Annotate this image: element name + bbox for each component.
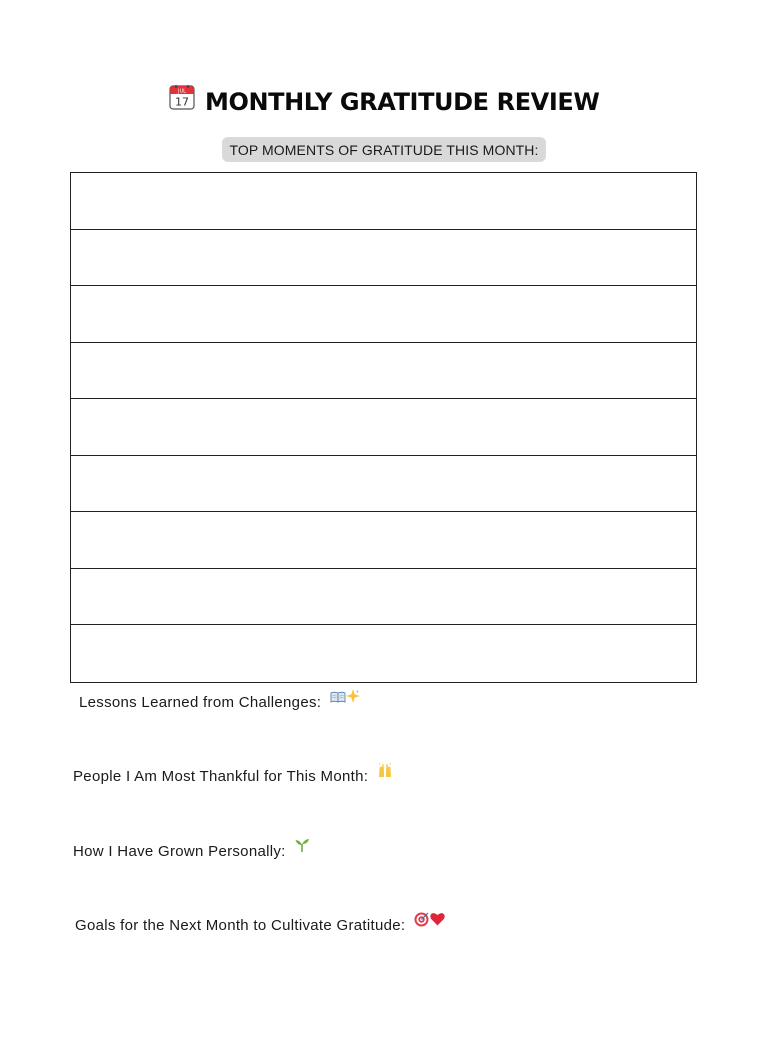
table-row[interactable] [71,173,696,230]
table-row[interactable] [71,230,696,287]
prompt-label: How I Have Grown Personally: [73,843,286,860]
prompt-lessons-learned [79,694,360,711]
svg-text:JUL: JUL [177,88,186,95]
open-book-icon [330,690,346,707]
target-icon [414,912,429,931]
calendar-icon [169,84,195,110]
page-title: MONTHLY GRATITUDE REVIEW [204,88,600,116]
prompt-label: Goals for the Next Month to Cultivate Gratitude: [75,917,406,934]
subtitle-wrap [0,137,768,162]
table-row[interactable] [71,343,696,400]
table-row[interactable] [71,456,696,513]
table-row[interactable] [71,569,696,626]
prompt-thankful-people [73,768,393,785]
table-row[interactable] [71,399,696,456]
prompt-personal-growth [73,843,310,860]
seedling-icon [294,837,310,857]
prompt-next-month-goals [75,917,445,934]
prompt-label: Lessons Learned from Challenges: [79,694,322,711]
sparkles-icon [346,689,360,707]
heart-icon [430,912,445,930]
table-row[interactable] [71,625,696,682]
section-heading-badge: TOP MOMENTS OF GRATITUDE THIS MONTH: [222,137,545,162]
gratitude-moments-table [70,172,697,683]
table-row[interactable] [71,512,696,569]
table-row[interactable] [71,286,696,343]
raising-hands-icon [377,762,393,782]
prompt-label: People I Am Most Thankful for This Month: [73,768,369,785]
svg-text:17: 17 [174,95,189,109]
title-row [0,88,768,116]
